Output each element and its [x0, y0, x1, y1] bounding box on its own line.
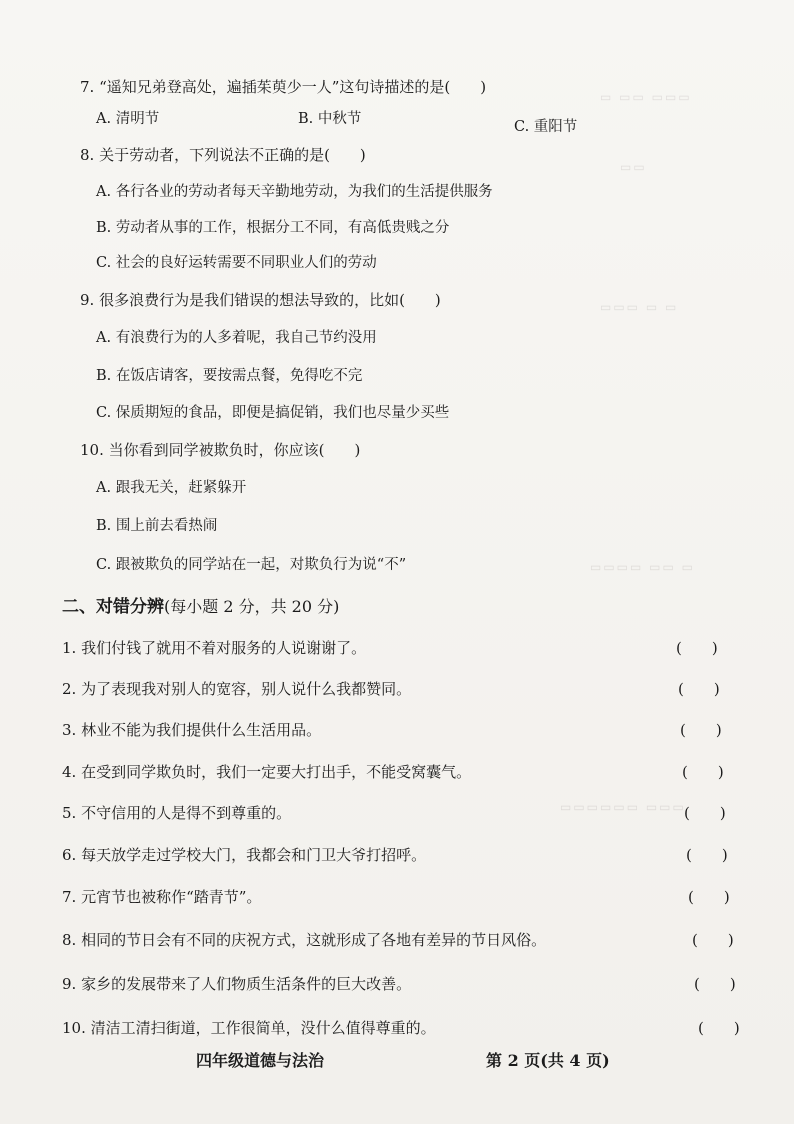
bleed-through-mark: ▭ ▭▭ ▭▭▭ [600, 90, 692, 104]
tf-answer-3[interactable]: ( ) [680, 721, 722, 739]
tf-item-4: 4. 在受到同学欺负时，我们一定要大打出手，不能受窝囊气。 [62, 763, 472, 781]
tf-item-6: 6. 每天放学走过学校大门，我都会和门卫大爷打招呼。 [62, 846, 427, 864]
tf-answer-1[interactable]: ( ) [676, 639, 718, 657]
question-7-option-b: B. 中秋节 [298, 111, 362, 127]
tf-answer-2[interactable]: ( ) [678, 680, 720, 698]
question-9-option-b: B. 在饭店请客，要按需点餐，免得吃不完 [96, 368, 363, 384]
bleed-through-mark: ▭▭▭▭▭▭ ▭▭▭ [560, 800, 686, 814]
section-2-heading [62, 596, 339, 618]
footer-subject: 四年级道德与法治 [196, 1051, 325, 1070]
question-9-stem: 9. 很多浪费行为是我们错误的想法导致的，比如( ) [80, 291, 441, 309]
question-8-option-b: B. 劳动者从事的工作，根据分工不同，有高低贵贱之分 [96, 220, 450, 236]
footer-page-number: 第 2 页(共 4 页) [486, 1051, 610, 1070]
question-9-option-c: C. 保质期短的食品，即便是搞促销，我们也尽量少买些 [96, 405, 450, 421]
tf-item-10: 10. 清洁工清扫街道，工作很简单，没什么值得尊重的。 [62, 1019, 436, 1037]
question-7-stem: 7. “遥知兄弟登高处，遍插茱萸少一人”这句诗描述的是( ) [80, 78, 487, 96]
tf-answer-5[interactable]: ( ) [684, 804, 726, 822]
tf-item-9: 9. 家乡的发展带来了人们物质生活条件的巨大改善。 [62, 975, 412, 993]
bleed-through-mark: ▭▭▭▭ ▭▭ ▭ [590, 560, 695, 574]
question-8-stem: 8. 关于劳动者，下列说法不正确的是( ) [80, 146, 366, 164]
question-9-option-a: A. 有浪费行为的人多着呢，我自己节约没用 [96, 330, 377, 346]
tf-answer-9[interactable]: ( ) [694, 975, 736, 993]
question-7-option-a: A. 清明节 [96, 111, 160, 127]
question-10-stem: 10. 当你看到同学被欺负时，你应该( ) [80, 441, 361, 459]
question-7-option-c: C. 重阳节 [514, 119, 578, 135]
tf-item-5: 5. 不守信用的人是得不到尊重的。 [62, 804, 292, 822]
tf-item-8: 8. 相同的节日会有不同的庆祝方式，这就形成了各地有差异的节日风俗。 [62, 931, 547, 949]
tf-item-3: 3. 林业不能为我们提供什么生活用品。 [62, 721, 322, 739]
tf-item-7: 7. 元宵节也被称作“踏青节”。 [62, 888, 262, 906]
tf-item-1: 1. 我们付钱了就用不着对服务的人说谢谢了。 [62, 639, 367, 657]
bleed-through-mark: ▭▭ [620, 160, 647, 174]
tf-answer-4[interactable]: ( ) [682, 763, 724, 781]
question-10-option-a: A. 跟我无关，赶紧躲开 [96, 480, 247, 496]
tf-answer-10[interactable]: ( ) [698, 1019, 740, 1037]
tf-answer-6[interactable]: ( ) [686, 846, 728, 864]
tf-answer-7[interactable]: ( ) [688, 888, 730, 906]
question-8-option-a: A. 各行各业的劳动者每天辛勤地劳动，为我们的生活提供服务 [96, 184, 493, 200]
tf-answer-8[interactable]: ( ) [692, 931, 734, 949]
tf-item-2: 2. 为了表现我对别人的宽容，别人说什么我都赞同。 [62, 680, 412, 698]
question-10-option-b: B. 围上前去看热闹 [96, 518, 218, 534]
section-2-points: (每小题 2 分，共 20 分) [164, 597, 340, 616]
question-10-option-c: C. 跟被欺负的同学站在一起，对欺负行为说“不” [96, 557, 407, 573]
question-8-option-c: C. 社会的良好运转需要不同职业人们的劳动 [96, 255, 377, 271]
section-2-title: 二、对错分辨 [62, 597, 164, 617]
bleed-through-mark: ▭▭▭ ▭ ▭ [600, 300, 679, 314]
